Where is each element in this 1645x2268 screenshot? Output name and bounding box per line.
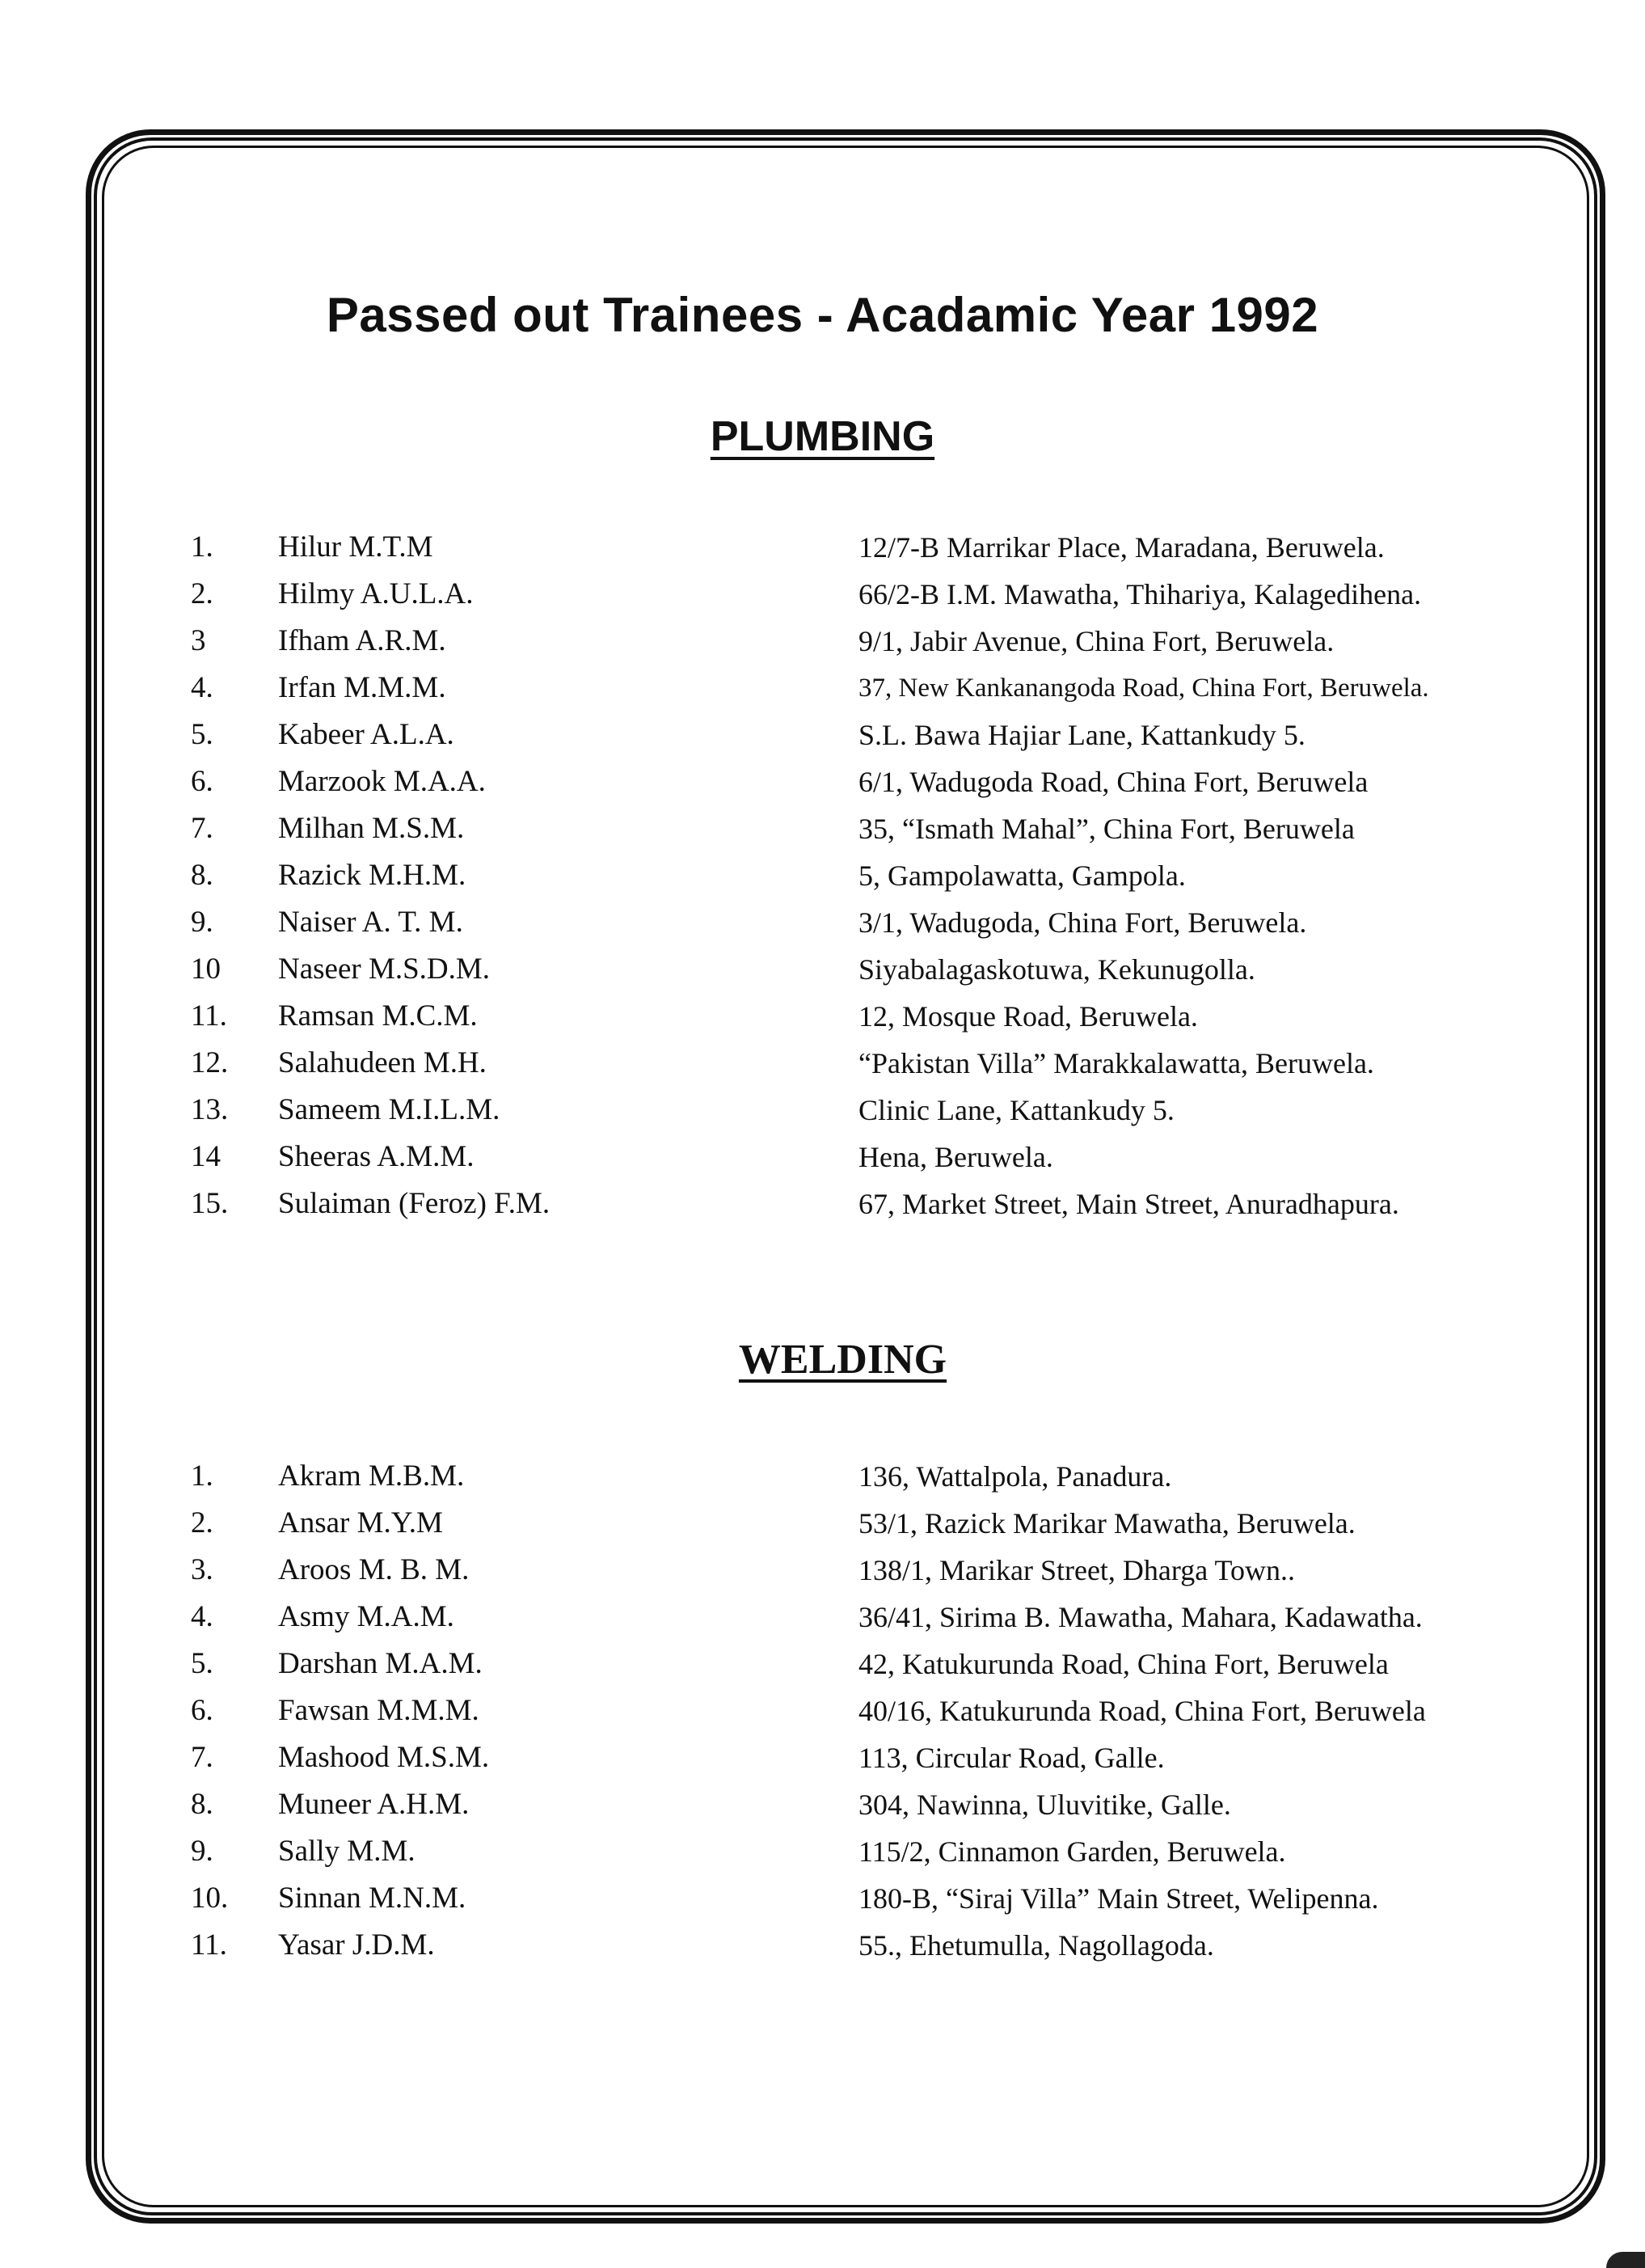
section-heading-plumbing: PLUMBING: [710, 413, 935, 460]
trainee-name: Marzook M.A.A.: [278, 765, 486, 798]
trainee-name: Ramsan M.C.M.: [278, 999, 478, 1033]
trainee-name: Kabeer A.L.A.: [278, 718, 454, 751]
trainee-row: [0, 1453, 1645, 1500]
trainee-address: 66/2-B I.M. Mawatha, Thihariya, Kalagedihena.: [858, 578, 1422, 610]
trainee-address: 36/41, Sirima B. Mawatha, Mahara, Kadawatha.: [858, 1601, 1423, 1633]
trainee-row: [0, 1040, 1645, 1087]
trainee-address: 53/1, Razick Marikar Mawatha, Beruwela.: [858, 1507, 1356, 1539]
trainee-name: Naiser A. T. M.: [278, 906, 463, 939]
trainee-name: Sinnan M.N.M.: [278, 1882, 466, 1915]
trainee-row: [0, 1781, 1645, 1828]
trainee-address: 5, Gampolawatta, Gampola.: [858, 859, 1186, 892]
trainee-address: 12/7-B Marrikar Place, Maradana, Beruwela.: [858, 531, 1385, 564]
trainee-name: Sameem M.I.L.M.: [278, 1093, 500, 1126]
trainee-name: Aroos M. B. M.: [278, 1553, 470, 1586]
row-number: 5.: [191, 718, 213, 751]
row-number: 4.: [191, 1600, 213, 1633]
section-heading-welding: WELDING: [738, 1337, 947, 1383]
trainee-row: [0, 1594, 1645, 1641]
trainee-row: [0, 571, 1645, 618]
trainee-row: [0, 1500, 1645, 1547]
trainee-list-plumbing: [0, 524, 1645, 1227]
trainee-row: [0, 899, 1645, 946]
trainee-name: Milhan M.S.M.: [278, 812, 465, 845]
trainee-row: [0, 524, 1645, 571]
trainee-name: Naseer M.S.D.M.: [278, 952, 491, 986]
row-number: 3: [191, 624, 206, 657]
trainee-address: 9/1, Jabir Avenue, China Fort, Beruwela.: [858, 625, 1335, 657]
trainee-row: [0, 946, 1645, 993]
row-number: 15.: [191, 1187, 229, 1220]
trainee-row: [0, 758, 1645, 805]
row-number: 6.: [191, 1694, 213, 1727]
trainee-row: [0, 1547, 1645, 1594]
trainee-address: 115/2, Cinnamon Garden, Beruwela.: [858, 1835, 1286, 1868]
trainee-address: 55., Ehetumulla, Nagollagoda.: [858, 1929, 1214, 1962]
trainee-address: 40/16, Katukurunda Road, China Fort, Beruwela: [858, 1695, 1426, 1727]
row-number: 9.: [191, 906, 213, 939]
trainee-list-welding: [0, 1453, 1645, 1969]
trainee-name: Darshan M.A.M.: [278, 1647, 483, 1680]
row-number: 1.: [191, 530, 213, 564]
trainee-row: [0, 852, 1645, 899]
row-number: 4.: [191, 671, 213, 704]
trainee-address: Siyabalagaskotuwa, Kekunugolla.: [858, 953, 1255, 986]
trainee-row: [0, 618, 1645, 665]
trainee-row: [0, 1687, 1645, 1734]
trainee-address: 12, Mosque Road, Beruwela.: [858, 1000, 1198, 1033]
trainee-address: “Pakistan Villa” Marakkalawatta, Beruwela.: [858, 1047, 1374, 1079]
row-number: 8.: [191, 1788, 213, 1821]
trainee-address: 136, Wattalpola, Panadura.: [858, 1460, 1172, 1493]
row-number: 9.: [191, 1835, 213, 1868]
trainee-address: 3/1, Wadugoda, China Fort, Beruwela.: [858, 906, 1307, 939]
trainee-row: [0, 993, 1645, 1040]
trainee-name: Muneer A.H.M.: [278, 1788, 470, 1821]
trainee-address: Hena, Beruwela.: [858, 1141, 1053, 1173]
row-number: 6.: [191, 765, 213, 798]
trainee-address: 35, “Ismath Mahal”, China Fort, Beruwela: [858, 813, 1355, 845]
row-number: 2.: [191, 577, 213, 610]
trainee-row: [0, 665, 1645, 712]
trainee-row: [0, 1087, 1645, 1134]
trainee-name: Yasar J.D.M.: [278, 1928, 435, 1962]
trainee-name: Irfan M.M.M.: [278, 671, 446, 704]
trainee-address: 113, Circular Road, Galle.: [858, 1742, 1165, 1774]
trainee-name: Sally M.M.: [278, 1835, 415, 1868]
trainee-row: [0, 1828, 1645, 1875]
trainee-address: 138/1, Marikar Street, Dharga Town..: [858, 1554, 1296, 1586]
trainee-address: 67, Market Street, Main Street, Anuradhapura.: [858, 1188, 1399, 1220]
trainee-row: [0, 712, 1645, 758]
trainee-name: Sulaiman (Feroz) F.M.: [278, 1187, 550, 1220]
trainee-name: Hilmy A.U.L.A.: [278, 577, 474, 610]
trainee-name: Razick M.H.M.: [278, 859, 466, 892]
trainee-row: [0, 1180, 1645, 1227]
row-number: 10: [191, 952, 221, 986]
trainee-address: 180-B, “Siraj Villa” Main Street, Welipenna.: [858, 1882, 1379, 1915]
trainee-address: 304, Nawinna, Uluvitike, Galle.: [858, 1789, 1231, 1821]
trainee-row: [0, 1641, 1645, 1687]
trainee-address: Clinic Lane, Kattankudy 5.: [858, 1094, 1175, 1126]
row-number: 1.: [191, 1459, 213, 1493]
trainee-address: 42, Katukurunda Road, China Fort, Beruwela: [858, 1648, 1389, 1680]
trainee-name: Ansar M.Y.M: [278, 1506, 443, 1539]
page-corner-mark: [1606, 2252, 1645, 2268]
trainee-row: [0, 1734, 1645, 1781]
trainee-row: [0, 1875, 1645, 1922]
row-number: 11.: [191, 1928, 227, 1962]
trainee-row: [0, 805, 1645, 852]
trainee-address: 37, New Kankanangoda Road, China Fort, Beruwela.: [858, 674, 1429, 703]
trainee-name: Sheeras A.M.M.: [278, 1140, 475, 1173]
row-number: 7.: [191, 812, 213, 845]
row-number: 10.: [191, 1882, 229, 1915]
trainee-name: Fawsan M.M.M.: [278, 1694, 479, 1727]
page-title: Passed out Trainees - Acadamic Year 1992: [326, 288, 1319, 342]
trainee-name: Mashood M.S.M.: [278, 1741, 490, 1774]
row-number: 3.: [191, 1553, 213, 1586]
row-number: 8.: [191, 859, 213, 892]
row-number: 7.: [191, 1741, 213, 1774]
trainee-address: 6/1, Wadugoda Road, China Fort, Beruwela: [858, 766, 1369, 798]
trainee-name: Salahudeen M.H.: [278, 1046, 487, 1079]
trainee-address: S.L. Bawa Hajiar Lane, Kattankudy 5.: [858, 719, 1305, 751]
trainee-name: Hilur M.T.M: [278, 530, 433, 564]
row-number: 5.: [191, 1647, 213, 1680]
row-number: 13.: [191, 1093, 229, 1126]
trainee-row: [0, 1922, 1645, 1969]
row-number: 2.: [191, 1506, 213, 1539]
trainee-name: Ifham A.R.M.: [278, 624, 446, 657]
trainee-name: Akram M.B.M.: [278, 1459, 465, 1493]
trainee-row: [0, 1134, 1645, 1180]
trainee-name: Asmy M.A.M.: [278, 1600, 454, 1633]
row-number: 12.: [191, 1046, 229, 1079]
row-number: 14: [191, 1140, 221, 1173]
row-number: 11.: [191, 999, 227, 1033]
